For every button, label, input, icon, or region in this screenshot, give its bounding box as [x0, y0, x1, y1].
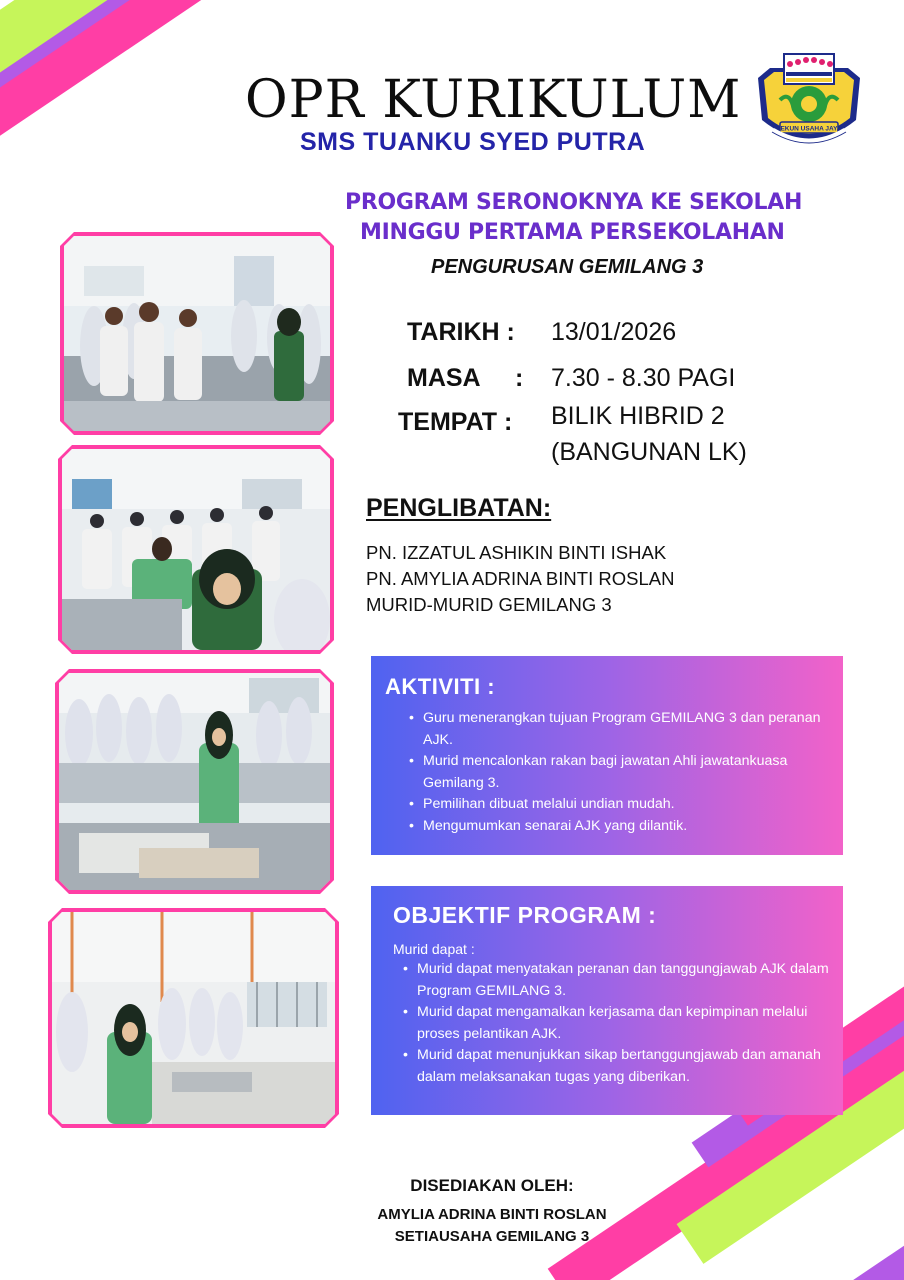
- program-title-line2: MINGGU PERTAMA PERSEKOLAHAN: [360, 220, 785, 245]
- objectives-card: [371, 886, 843, 1115]
- school-name: SMS TUANKU SYED PUTRA: [300, 128, 646, 156]
- activity-photo-3: [55, 669, 334, 894]
- time-value: 7.30 - 8.30 PAGI: [551, 364, 736, 392]
- list-item: MURID-MURID GEMILANG 3: [366, 594, 612, 615]
- list-item: • Murid dapat menyatakan peranan dan tanggungjawab AJK dalam Program GEMILANG 3.: [403, 959, 829, 1002]
- activity-photo-4: [48, 908, 339, 1128]
- list-item: PN. IZZATUL ASHIKIN BINTI ISHAK: [366, 542, 667, 563]
- date-value: 13/01/2026: [551, 318, 677, 346]
- logo-motto: TEKUN USAHA JAYA: [776, 125, 842, 133]
- activity-photo-2: [58, 445, 334, 654]
- involvement-list: [366, 540, 674, 618]
- date-label: TARIKH :: [407, 318, 515, 346]
- prepared-by-name: AMYLIA ADRINA BINTI ROSLAN: [377, 1206, 607, 1223]
- objectives-title: OBJEKTIF PROGRAM :: [393, 902, 657, 928]
- program-title-line1: PROGRAM SERONOKNYA KE SEKOLAH: [345, 190, 803, 215]
- list-item: • Guru menerangkan tujuan Program GEMILANG 3 dan peranan AJK.: [409, 708, 829, 751]
- time-label: MASA: [407, 364, 481, 392]
- list-item: • Murid dapat mengamalkan kerjasama dan kepimpinan melalui proses pelantikan AJK.: [403, 1002, 829, 1045]
- prepared-by-label: DISEDIAKAN OLEH:: [410, 1176, 574, 1195]
- list-item: • Murid dapat menunjukkan sikap bertanggungjawab dan amanah dalam melaksanakan tugas yang diberikan.: [403, 1045, 829, 1088]
- page-title: OPR KURIKULUM: [245, 70, 742, 130]
- place-value-line2: (BANGUNAN LK): [551, 438, 747, 466]
- activities-title: AKTIVITI :: [385, 674, 496, 699]
- list-item: • Murid mencalonkan rakan bagi jawatan Ahli jawatankuasa Gemilang 3.: [409, 751, 829, 794]
- list-item: PN. AMYLIA ADRINA BINTI ROSLAN: [366, 568, 675, 589]
- time-colon: :: [515, 364, 524, 392]
- list-item: • Mengumumkan senarai AJK yang dilantik.: [409, 816, 829, 838]
- place-label: TEMPAT :: [398, 408, 513, 436]
- involvement-title: PENGLIBATAN:: [366, 494, 552, 522]
- school-crest-logo: [750, 50, 868, 154]
- list-item: • Pemilihan dibuat melalui undian mudah.: [409, 794, 829, 816]
- activities-list: [385, 708, 829, 837]
- place-value-line1: BILIK HIBRID 2: [551, 402, 725, 430]
- program-title-line3: PENGURUSAN GEMILANG 3: [431, 256, 704, 278]
- objectives-lead: Murid dapat :: [393, 941, 475, 957]
- prepared-by-role: SETIAUSAHA GEMILANG 3: [394, 1228, 590, 1245]
- activities-card: [371, 656, 843, 855]
- objectives-list: [393, 959, 829, 1088]
- activity-photo-1: [60, 232, 334, 435]
